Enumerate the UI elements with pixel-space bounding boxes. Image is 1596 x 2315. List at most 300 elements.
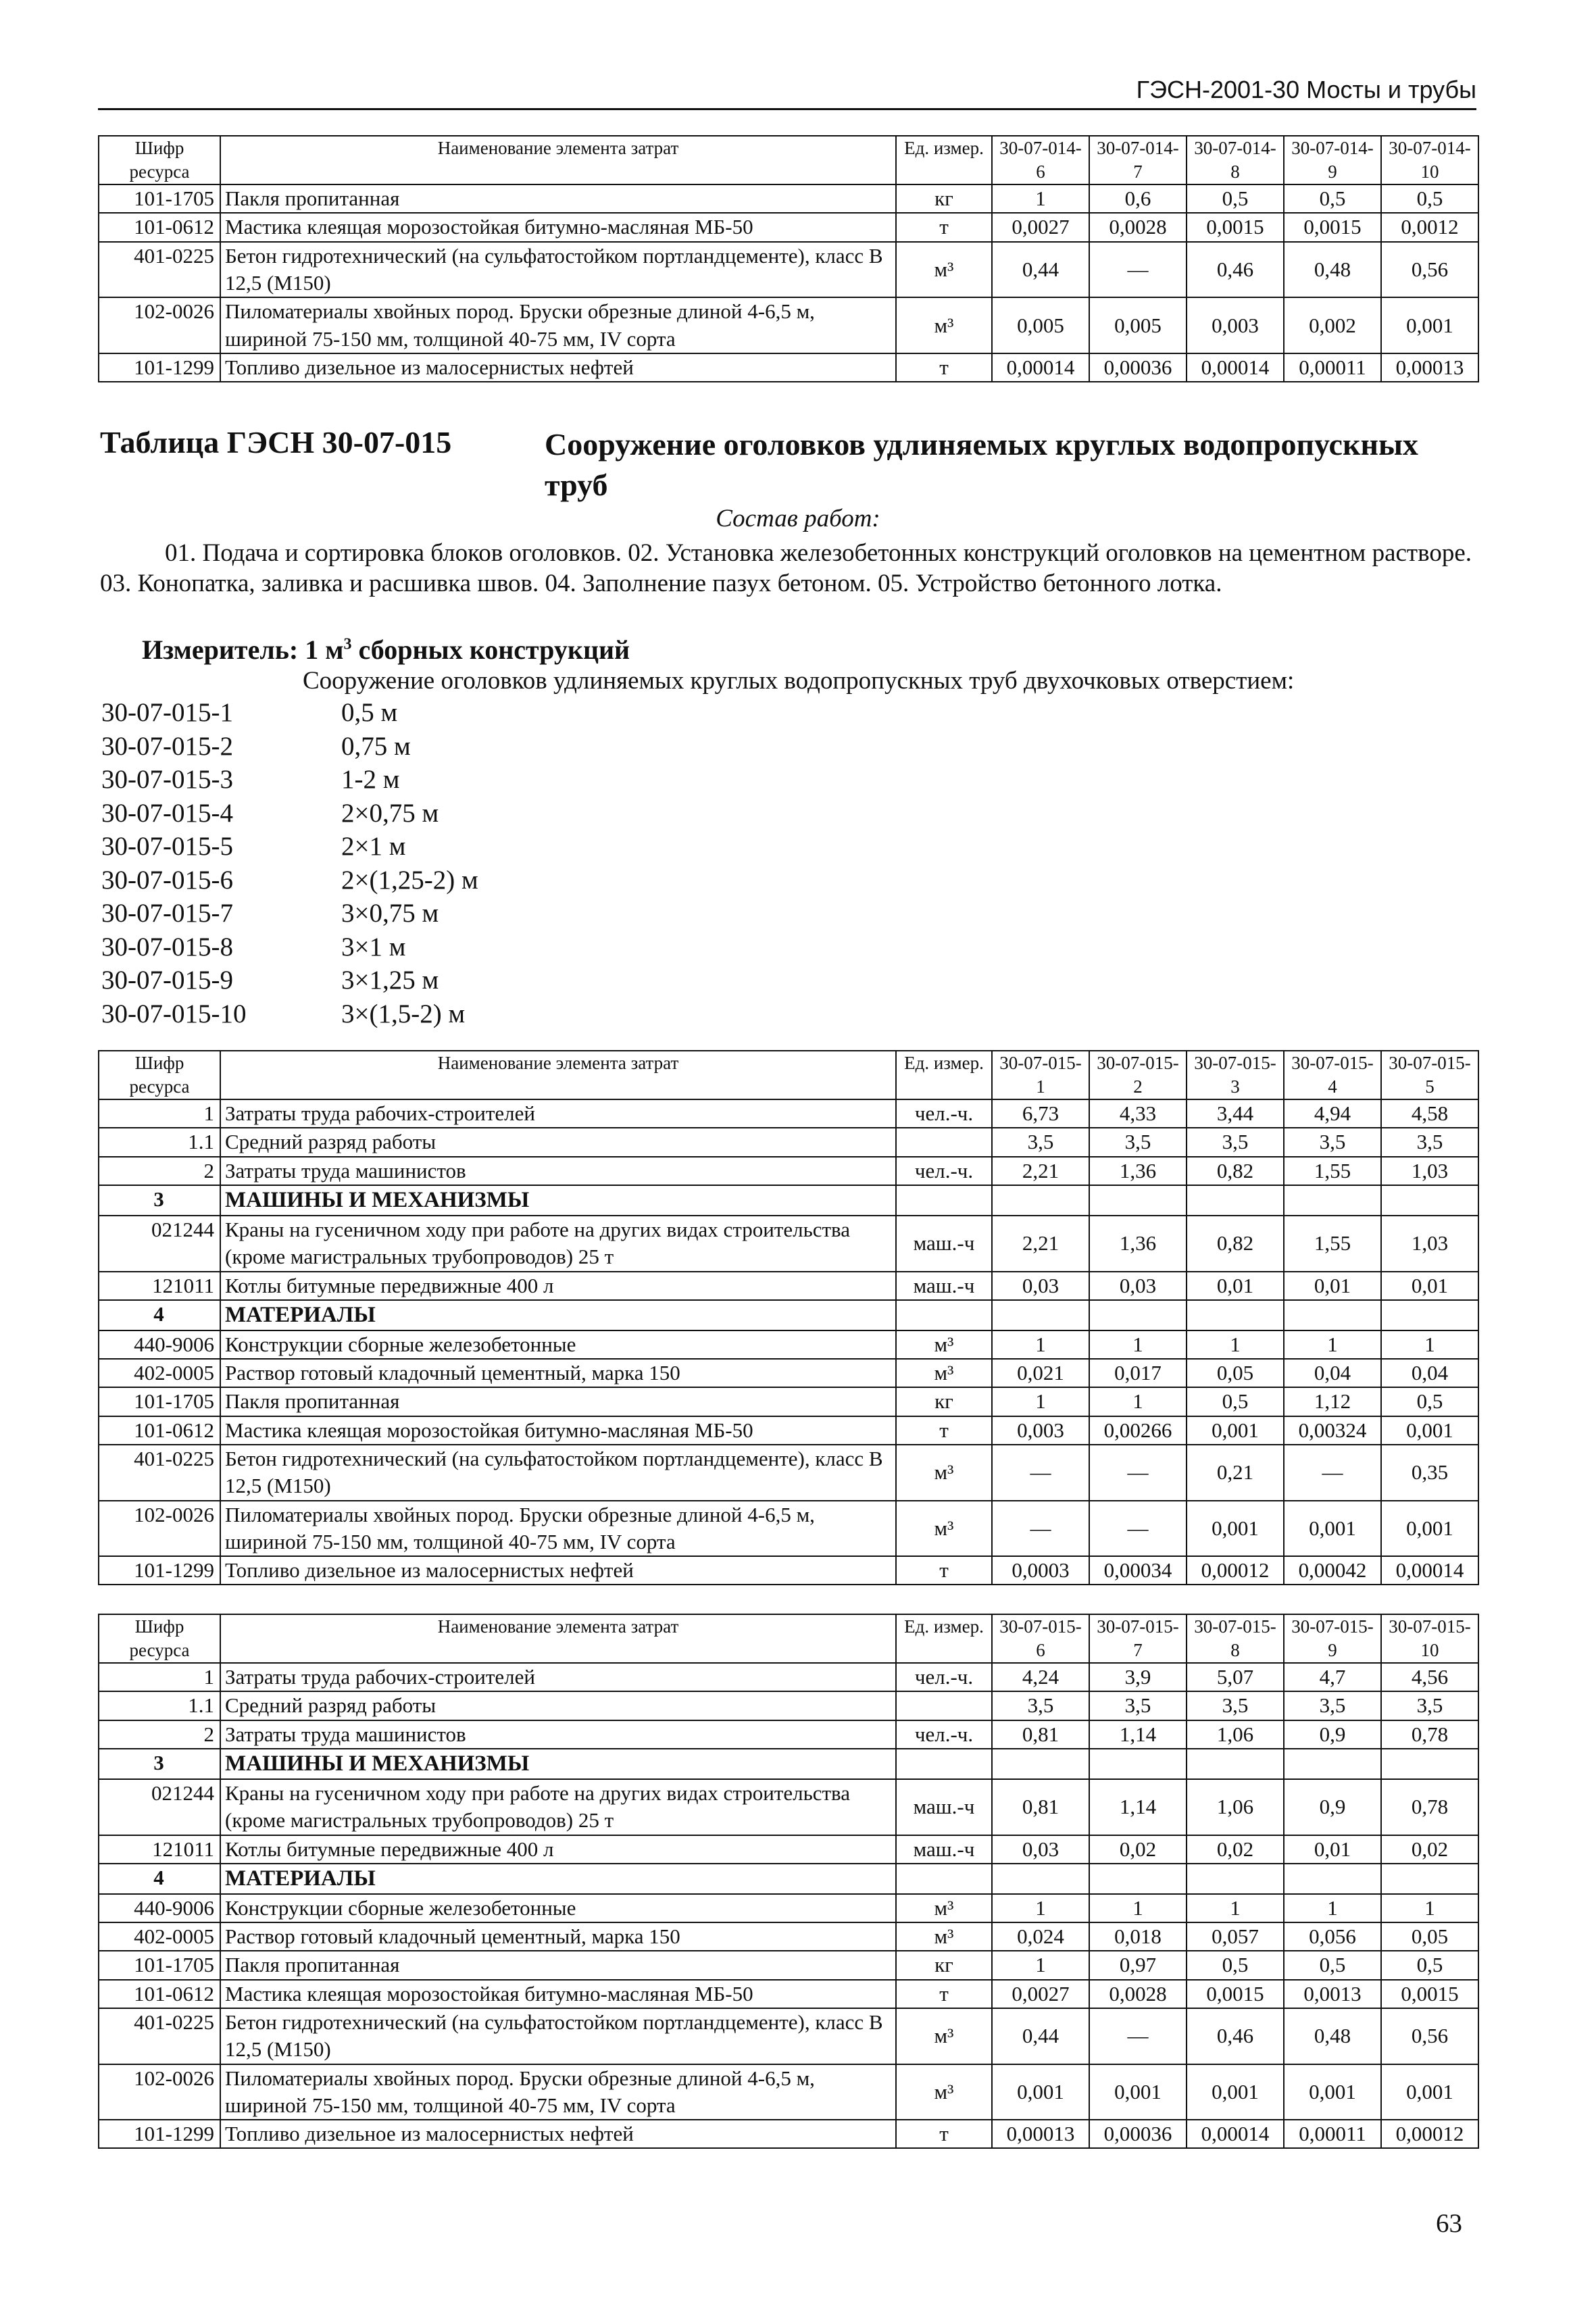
resource-name: Бетон гидротехнический (на сульфатостойком портландцементе), класс В 12,5 (М150): [220, 2008, 896, 2064]
table-row: [99, 1501, 1478, 1557]
table-row: [99, 1894, 1478, 1922]
variant-size: 2×0,75 м: [341, 798, 439, 828]
table-row: [99, 1663, 1478, 1691]
value-cell: 0,001: [1381, 1416, 1478, 1445]
empty-cell: [1381, 1749, 1478, 1779]
value-cell: 0,01: [1284, 1272, 1381, 1300]
empty-cell: [1187, 1185, 1284, 1216]
value-cell: 0,81: [992, 1720, 1089, 1749]
value-cell: 0,02: [1187, 1835, 1284, 1864]
resource-code: 102-0026: [99, 1501, 220, 1557]
value-cell: 1: [992, 1387, 1089, 1416]
unit-cell: т: [896, 213, 992, 241]
unit-cell: маш.-ч: [896, 1272, 992, 1300]
unit-cell: м³: [896, 2064, 992, 2120]
value-cell: 0,03: [992, 1272, 1089, 1300]
value-cell: 0,005: [992, 297, 1089, 353]
value-cell: 0,56: [1381, 242, 1478, 298]
resource-code: 1: [99, 1099, 220, 1128]
value-cell: 0,02: [1381, 1835, 1478, 1864]
value-cell: 2,21: [992, 1216, 1089, 1272]
header-unit: Ед. измер.: [896, 1051, 992, 1099]
meter-label: Измеритель: 1 м: [142, 634, 344, 665]
value-cell: 0,81: [992, 1779, 1089, 1835]
meter-line: [142, 634, 630, 666]
resource-code: 2: [99, 1720, 220, 1749]
empty-cell: [1381, 1300, 1478, 1330]
resource-code: 1.1: [99, 1691, 220, 1720]
empty-cell: [1089, 1749, 1187, 1779]
variant-code: 30-07-015-9: [101, 966, 233, 995]
header-col-5: 30-07-014-10: [1381, 136, 1478, 184]
value-cell: 1,03: [1381, 1216, 1478, 1272]
header-col-5: 30-07-015-5: [1381, 1051, 1478, 1099]
value-cell: 0,024: [992, 1922, 1089, 1951]
value-cell: 0,002: [1284, 297, 1381, 353]
table-row: [99, 353, 1478, 382]
empty-cell: [1381, 1864, 1478, 1894]
value-cell: 3,5: [992, 1128, 1089, 1156]
value-cell: 0,97: [1089, 1951, 1187, 1979]
table-row: [99, 1691, 1478, 1720]
table-row: [99, 1980, 1478, 2008]
variant-code: 30-07-015-8: [101, 932, 233, 962]
empty-cell: [896, 1864, 992, 1894]
table-row: [99, 1099, 1478, 1128]
value-cell: 0,0012: [1381, 213, 1478, 241]
resource-name: Раствор готовый кладочный цементный, марка 150: [220, 1922, 896, 1951]
value-cell: 1: [1284, 1330, 1381, 1359]
header-col-2: 30-07-015-7: [1089, 1614, 1187, 1663]
header-code: Шифр ресурса: [99, 1051, 220, 1099]
value-cell: 0,0027: [992, 213, 1089, 241]
resource-name: Средний разряд работы: [220, 1128, 896, 1156]
unit-cell: т: [896, 353, 992, 382]
resource-code: 2: [99, 1157, 220, 1185]
variant-size: 3×1,25 м: [341, 966, 439, 995]
resource-code: 101-0612: [99, 1980, 220, 2008]
value-cell: 0,056: [1284, 1922, 1381, 1951]
variant-size: 2×(1,25-2) м: [341, 865, 478, 895]
empty-cell: [1284, 1864, 1381, 1894]
unit-cell: [896, 1691, 992, 1720]
value-cell: 0,05: [1381, 1922, 1478, 1951]
value-cell: 1: [1089, 1387, 1187, 1416]
resource-name: Пакля пропитанная: [220, 1387, 896, 1416]
value-cell: 0,00042: [1284, 1556, 1381, 1585]
value-cell: 0,00013: [1381, 353, 1478, 382]
value-cell: 0,02: [1089, 1835, 1187, 1864]
resource-code: 440-9006: [99, 1330, 220, 1359]
resource-code: 101-1705: [99, 1951, 220, 1979]
value-cell: 0,0015: [1381, 1980, 1478, 2008]
value-cell: 0,01: [1381, 1272, 1478, 1300]
section-number: 4: [99, 1864, 220, 1894]
value-cell: 1: [992, 1951, 1089, 1979]
value-cell: 4,33: [1089, 1099, 1187, 1128]
value-cell: 5,07: [1187, 1663, 1284, 1691]
value-cell: 1: [992, 1330, 1089, 1359]
value-cell: 0,00011: [1284, 353, 1381, 382]
value-cell: 0,5: [1187, 1951, 1284, 1979]
resource-name: Затраты труда машинистов: [220, 1157, 896, 1185]
resource-name: Затраты труда машинистов: [220, 1720, 896, 1749]
variant-size: 3×(1,5-2) м: [341, 999, 466, 1028]
value-cell: 1: [1284, 1894, 1381, 1922]
table-header-row: [99, 1614, 1478, 1663]
value-cell: 0,44: [992, 242, 1089, 298]
section-row: [99, 1185, 1478, 1216]
section-row: [99, 1300, 1478, 1330]
value-cell: 3,5: [1381, 1128, 1478, 1156]
empty-cell: [1089, 1185, 1187, 1216]
unit-cell: м³: [896, 1359, 992, 1387]
table-header-row: [99, 136, 1478, 184]
unit-cell: маш.-ч: [896, 1779, 992, 1835]
table-row: [99, 242, 1478, 298]
value-cell: 0,9: [1284, 1720, 1381, 1749]
resource-name: Пиломатериалы хвойных пород. Бруски обрезные длиной 4-6,5 м, шириной 75-150 мм, толщиной 40-75 мм, IV сорта: [220, 2064, 896, 2120]
resource-name: Топливо дизельное из малосернистых нефтей: [220, 353, 896, 382]
value-cell: 0,82: [1187, 1216, 1284, 1272]
header-col-2: 30-07-015-2: [1089, 1051, 1187, 1099]
header-col-4: 30-07-015-4: [1284, 1051, 1381, 1099]
resource-code: 101-1299: [99, 1556, 220, 1585]
variant-size: 0,75 м: [341, 731, 411, 761]
running-title: ГЭСН-2001-30 Мосты и трубы: [1136, 76, 1476, 103]
value-cell: 3,44: [1187, 1099, 1284, 1128]
value-cell: 1,14: [1089, 1779, 1187, 1835]
resource-name: Пиломатериалы хвойных пород. Бруски обрезные длиной 4-6,5 м, шириной 75-150 мм, толщиной 40-75 мм, IV сорта: [220, 297, 896, 353]
resource-name: Котлы битумные передвижные 400 л: [220, 1272, 896, 1300]
value-cell: —: [992, 1501, 1089, 1557]
value-cell: 0,001: [1381, 297, 1478, 353]
header-name: Наименование элемента затрат: [220, 136, 896, 184]
resource-code: 102-0026: [99, 2064, 220, 2120]
value-cell: 0,00036: [1089, 2120, 1187, 2148]
unit-cell: чел.-ч.: [896, 1099, 992, 1128]
value-cell: 0,5: [1381, 1387, 1478, 1416]
value-cell: —: [1284, 1445, 1381, 1501]
value-cell: 1,36: [1089, 1157, 1187, 1185]
composition-heading: Состав работ:: [716, 505, 880, 532]
header-col-5: 30-07-015-10: [1381, 1614, 1478, 1663]
empty-cell: [1187, 1864, 1284, 1894]
resource-code: 402-0005: [99, 1922, 220, 1951]
table-row: [99, 1387, 1478, 1416]
value-cell: 3,5: [1187, 1128, 1284, 1156]
value-cell: 0,001: [1187, 1416, 1284, 1445]
value-cell: 0,001: [1381, 1501, 1478, 1557]
section-number: 3: [99, 1185, 220, 1216]
variant-code: 30-07-015-7: [101, 899, 233, 928]
value-cell: 0,01: [1284, 1835, 1381, 1864]
value-cell: 3,5: [1089, 1691, 1187, 1720]
resource-code: 101-1705: [99, 184, 220, 213]
value-cell: —: [1089, 1501, 1187, 1557]
unit-cell: т: [896, 1416, 992, 1445]
empty-cell: [1381, 1185, 1478, 1216]
table-row: [99, 1416, 1478, 1445]
value-cell: 0,001: [992, 2064, 1089, 2120]
value-cell: 0,00014: [1187, 2120, 1284, 2148]
table-row: [99, 1445, 1478, 1501]
header-col-3: 30-07-014-8: [1187, 136, 1284, 184]
resource-name: Краны на гусеничном ходу при работе на других видах строительства (кроме магистральных трубопроводов) 25 т: [220, 1779, 896, 1835]
value-cell: 0,82: [1187, 1157, 1284, 1185]
table-row: [99, 1216, 1478, 1272]
value-cell: 0,001: [1187, 2064, 1284, 2120]
value-cell: 0,6: [1089, 184, 1187, 213]
variant-code: 30-07-015-2: [101, 731, 233, 761]
value-cell: 0,56: [1381, 2008, 1478, 2064]
value-cell: 0,0013: [1284, 1980, 1381, 2008]
empty-cell: [1284, 1185, 1381, 1216]
variant-size: 1-2 м: [341, 765, 400, 794]
value-cell: 2,21: [992, 1157, 1089, 1185]
value-cell: 3,9: [1089, 1663, 1187, 1691]
header-unit: Ед. измер.: [896, 136, 992, 184]
value-cell: 0,35: [1381, 1445, 1478, 1501]
header-col-1: 30-07-015-6: [992, 1614, 1089, 1663]
value-cell: 0,001: [1381, 2064, 1478, 2120]
value-cell: 0,003: [1187, 297, 1284, 353]
resource-name: Пакля пропитанная: [220, 184, 896, 213]
unit-cell: м³: [896, 1445, 992, 1501]
value-cell: 1: [992, 1894, 1089, 1922]
value-cell: 0,44: [992, 2008, 1089, 2064]
table-row: [99, 2064, 1478, 2120]
value-cell: 0,00013: [992, 2120, 1089, 2148]
resource-code: 121011: [99, 1835, 220, 1864]
resource-code: 440-9006: [99, 1894, 220, 1922]
composition-text: 01. Подача и сортировка блоков оголовков. 02. Установка железобетонных конструкций оголовков на цементном растворе. 03. Конопатка, заливка и расшивка швов. 04. Заполнение пазух бетоном. 05. Устройство бетонного лотка.: [100, 539, 1472, 597]
table-row: [99, 1720, 1478, 1749]
resource-code: 101-1299: [99, 353, 220, 382]
resource-name: Затраты труда рабочих-строителей: [220, 1663, 896, 1691]
unit-cell: чел.-ч.: [896, 1663, 992, 1691]
value-cell: 1: [1381, 1330, 1478, 1359]
value-cell: 0,78: [1381, 1720, 1478, 1749]
value-cell: 3,5: [1381, 1691, 1478, 1720]
value-cell: 0,018: [1089, 1922, 1187, 1951]
unit-cell: маш.-ч: [896, 1216, 992, 1272]
value-cell: 0,5: [1381, 1951, 1478, 1979]
resource-code: 102-0026: [99, 297, 220, 353]
resource-name: Конструкции сборные железобетонные: [220, 1894, 896, 1922]
value-cell: 0,48: [1284, 2008, 1381, 2064]
variant-code: 30-07-015-6: [101, 865, 233, 895]
value-cell: —: [1089, 1445, 1187, 1501]
table-row: [99, 1359, 1478, 1387]
value-cell: 3,5: [1284, 1128, 1381, 1156]
value-cell: 0,5: [1284, 1951, 1381, 1979]
value-cell: 1: [992, 184, 1089, 213]
value-cell: 0,9: [1284, 1779, 1381, 1835]
value-cell: 1,06: [1187, 1779, 1284, 1835]
resource-table-014: [98, 135, 1479, 382]
value-cell: 0,00014: [992, 353, 1089, 382]
value-cell: 1: [1089, 1330, 1187, 1359]
value-cell: 0,021: [992, 1359, 1089, 1387]
table-row: [99, 1779, 1478, 1835]
resource-code: 402-0005: [99, 1359, 220, 1387]
header-col-4: 30-07-015-9: [1284, 1614, 1381, 1663]
resource-code: 1.1: [99, 1128, 220, 1156]
section-row: [99, 1749, 1478, 1779]
table-row: [99, 1157, 1478, 1185]
table-row: [99, 213, 1478, 241]
variant-size: 3×0,75 м: [341, 899, 439, 928]
empty-cell: [1089, 1300, 1187, 1330]
value-cell: 1: [1381, 1894, 1478, 1922]
value-cell: 0,03: [1089, 1272, 1187, 1300]
unit-cell: м³: [896, 242, 992, 298]
value-cell: 0,001: [1187, 1501, 1284, 1557]
value-cell: 0,00012: [1381, 2120, 1478, 2148]
header-code: Шифр ресурса: [99, 136, 220, 184]
empty-cell: [1187, 1300, 1284, 1330]
value-cell: 0,017: [1089, 1359, 1187, 1387]
resource-name: Раствор готовый кладочный цементный, марка 150: [220, 1359, 896, 1387]
running-header: [98, 73, 1476, 110]
value-cell: 1: [1089, 1894, 1187, 1922]
value-cell: 0,001: [1089, 2064, 1187, 2120]
value-cell: 0,78: [1381, 1779, 1478, 1835]
value-cell: 0,04: [1284, 1359, 1381, 1387]
value-cell: 0,46: [1187, 2008, 1284, 2064]
value-cell: 0,00011: [1284, 2120, 1381, 2148]
header-col-3: 30-07-015-3: [1187, 1051, 1284, 1099]
value-cell: 0,00036: [1089, 353, 1187, 382]
header-col-2: 30-07-014-7: [1089, 136, 1187, 184]
value-cell: 3,5: [992, 1691, 1089, 1720]
value-cell: 0,005: [1089, 297, 1187, 353]
table-row: [99, 2008, 1478, 2064]
resource-table-015-6-10: [98, 1614, 1479, 2149]
value-cell: 1,36: [1089, 1216, 1187, 1272]
resource-code: 101-0612: [99, 213, 220, 241]
resource-name: Бетон гидротехнический (на сульфатостойком портландцементе), класс В 12,5 (М150): [220, 242, 896, 298]
resource-code: 101-1299: [99, 2120, 220, 2148]
empty-cell: [1089, 1864, 1187, 1894]
group-title: Сооружение оголовков удлиняемых круглых водопропускных труб двухочковых отверстием:: [303, 667, 1295, 695]
header-col-4: 30-07-014-9: [1284, 136, 1381, 184]
value-cell: 0,5: [1284, 184, 1381, 213]
resource-name: Топливо дизельное из малосернистых нефтей: [220, 2120, 896, 2148]
header-col-1: 30-07-014-6: [992, 136, 1089, 184]
resource-code: 401-0225: [99, 1445, 220, 1501]
variant-code: 30-07-015-3: [101, 765, 233, 794]
table-row: [99, 1128, 1478, 1156]
section-title: МАТЕРИАЛЫ: [220, 1300, 896, 1330]
resource-name: Топливо дизельное из малосернистых нефтей: [220, 1556, 896, 1585]
unit-cell: кг: [896, 1951, 992, 1979]
resource-code: 101-1705: [99, 1387, 220, 1416]
value-cell: 1,06: [1187, 1720, 1284, 1749]
unit-cell: м³: [896, 1894, 992, 1922]
unit-cell: м³: [896, 1922, 992, 1951]
unit-cell: кг: [896, 1387, 992, 1416]
unit-cell: чел.-ч.: [896, 1157, 992, 1185]
resource-code: 101-0612: [99, 1416, 220, 1445]
resource-code: 1: [99, 1663, 220, 1691]
section-row: [99, 1864, 1478, 1894]
table-row: [99, 297, 1478, 353]
value-cell: 0,0015: [1284, 213, 1381, 241]
unit-cell: маш.-ч: [896, 1835, 992, 1864]
page-number: 63: [1436, 2209, 1462, 2238]
variant-code: 30-07-015-4: [101, 798, 233, 828]
unit-cell: кг: [896, 184, 992, 213]
section-title: МАШИНЫ И МЕХАНИЗМЫ: [220, 1185, 896, 1216]
resource-name: Пакля пропитанная: [220, 1951, 896, 1979]
unit-cell: м³: [896, 2008, 992, 2064]
unit-cell: чел.-ч.: [896, 1720, 992, 1749]
value-cell: 0,0015: [1187, 213, 1284, 241]
value-cell: 0,04: [1381, 1359, 1478, 1387]
value-cell: 0,01: [1187, 1272, 1284, 1300]
section-number: 4: [99, 1300, 220, 1330]
value-cell: 0,0027: [992, 1980, 1089, 2008]
resource-name: Мастика клеящая морозостойкая битумно-масляная МБ-50: [220, 1980, 896, 2008]
value-cell: 3,5: [1187, 1691, 1284, 1720]
value-cell: 0,0028: [1089, 213, 1187, 241]
table-header-row: [99, 1051, 1478, 1099]
table-row: [99, 1922, 1478, 1951]
empty-cell: [896, 1300, 992, 1330]
resource-name: Конструкции сборные железобетонные: [220, 1330, 896, 1359]
value-cell: 0,00266: [1089, 1416, 1187, 1445]
resource-name: Мастика клеящая морозостойкая битумно-масляная МБ-50: [220, 213, 896, 241]
value-cell: 4,58: [1381, 1099, 1478, 1128]
resource-table-015-1-5: [98, 1050, 1479, 1585]
resource-code: 021244: [99, 1216, 220, 1272]
empty-cell: [992, 1185, 1089, 1216]
value-cell: 0,003: [992, 1416, 1089, 1445]
resource-name: Затраты труда рабочих-строителей: [220, 1099, 896, 1128]
value-cell: 0,001: [1284, 1501, 1381, 1557]
table-row: [99, 1951, 1478, 1979]
table-row: [99, 1272, 1478, 1300]
meter-exponent: 3: [343, 635, 352, 653]
empty-cell: [1284, 1300, 1381, 1330]
resource-name: Краны на гусеничном ходу при работе на других видах строительства (кроме магистральных трубопроводов) 25 т: [220, 1216, 896, 1272]
resource-code: 121011: [99, 1272, 220, 1300]
table-row: [99, 184, 1478, 213]
value-cell: 1,55: [1284, 1157, 1381, 1185]
empty-cell: [896, 1185, 992, 1216]
table-caption: Сооружение оголовков удлиняемых круглых водопропускных труб: [545, 427, 1418, 502]
value-cell: 3,5: [1089, 1128, 1187, 1156]
resource-name: Мастика клеящая морозостойкая битумно-масляная МБ-50: [220, 1416, 896, 1445]
unit-cell: т: [896, 1980, 992, 2008]
variant-size: 3×1 м: [341, 932, 406, 962]
value-cell: 1,14: [1089, 1720, 1187, 1749]
variant-code: 30-07-015-5: [101, 832, 233, 861]
value-cell: 0,00324: [1284, 1416, 1381, 1445]
variant-code: 30-07-015-10: [101, 999, 247, 1028]
value-cell: 0,48: [1284, 242, 1381, 298]
resource-code: 021244: [99, 1779, 220, 1835]
resource-name: Средний разряд работы: [220, 1691, 896, 1720]
value-cell: 1,12: [1284, 1387, 1381, 1416]
value-cell: 0,057: [1187, 1922, 1284, 1951]
section-number: 3: [99, 1749, 220, 1779]
empty-cell: [992, 1300, 1089, 1330]
table-row: [99, 1835, 1478, 1864]
resource-code: 401-0225: [99, 2008, 220, 2064]
